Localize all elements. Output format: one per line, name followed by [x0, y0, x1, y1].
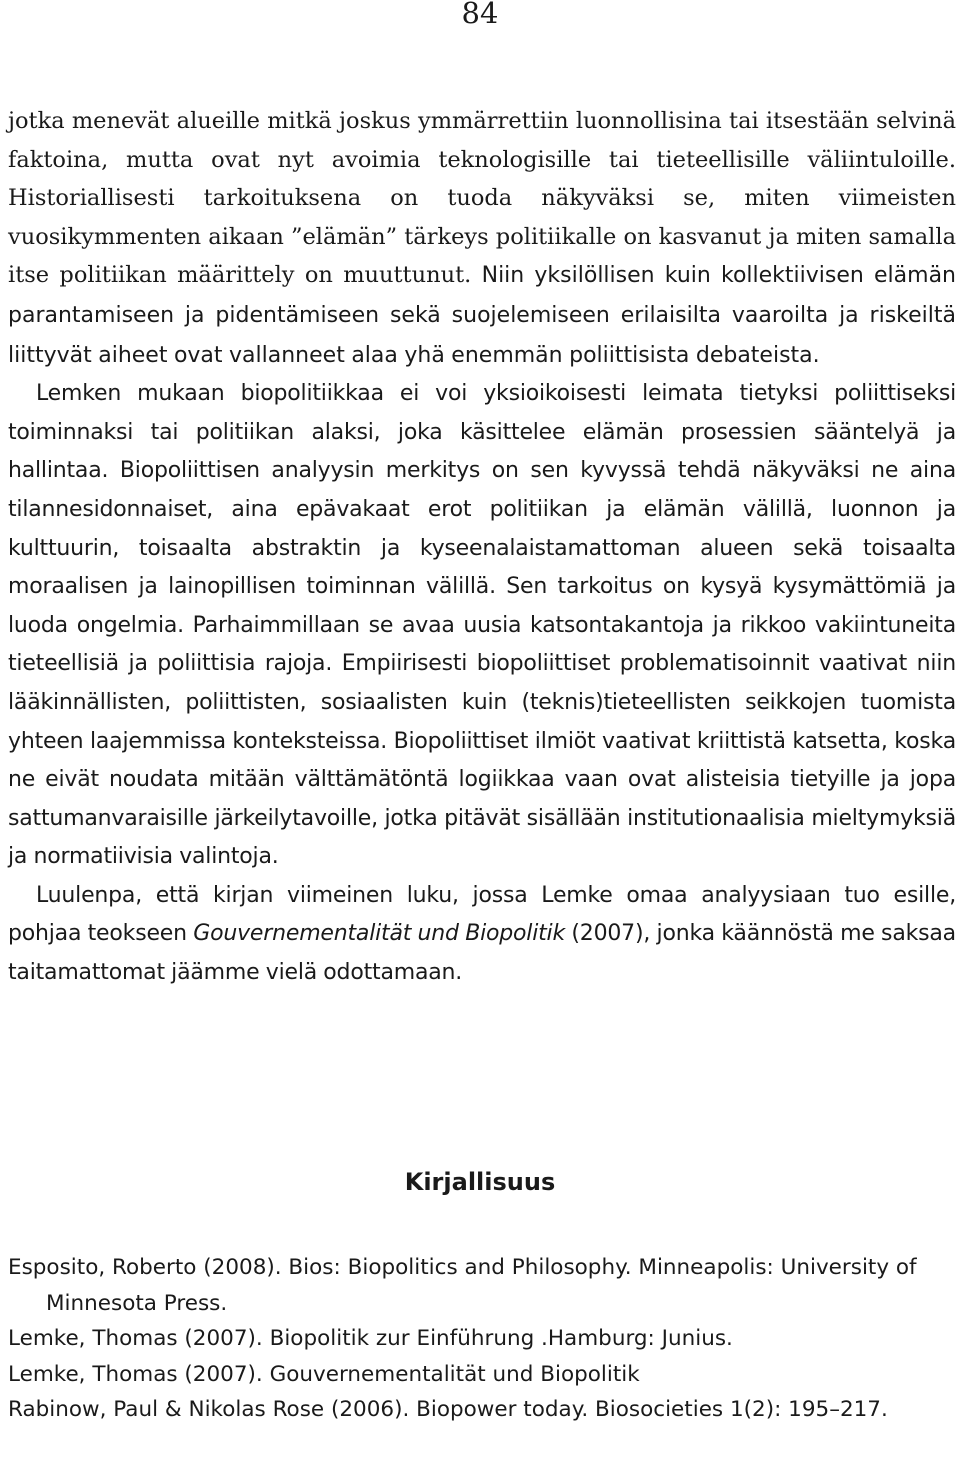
paragraph-1	[8, 102, 956, 375]
paragraph-3-text-before: Luulenpa, että kirjan viimeinen luku, jossa Lemke omaa analyysiaan tuo esille, pohjaa teokseen	[8, 882, 956, 947]
references-heading: Kirjallisuus	[404, 1168, 556, 1196]
reference-item: Rabinow, Paul & Nikolas Rose (2006). Biopower today. Biosocieties 1(2): 195–217.	[8, 1397, 888, 1422]
paragraph-1-text: jotka menevät alueille mitkä joskus ymmärrettiin luonnollisina tai itsestään selvinä faktoina, mutta ovat nyt avoimia teknologisille tai tieteellisille väliintuloille. Historiallisesti tarkoituksena on tuoda näkyväksi se, miten viimeisten vuosikymmenten aikaan ”elämän” tärkeys politiikalle on kasvanut ja miten samalla itse politiikan määrittely on muuttunut.	[8, 108, 956, 289]
book-title: Gouvernementalität und Biopolitik	[193, 921, 565, 947]
reference-list	[8, 1250, 956, 1428]
paragraph-2: Lemken mukaan biopolitiikkaa ei voi yksioikoisesti leimata tietyksi poliittiseksi toiminnaksi tai politiikan alaksi, joka käsittelee elämän prosessien sääntelyä ja hallintaa. Biopoliittisen analyysin merkitys on sen kyvyssä tehdä näkyväksi ne aina tilannesidonnaiset, aina epävakaat erot politiikan ja elämän välillä, luonnon ja kulttuurin, toisaalta abstraktin ja kyseenalaistamattoman alueen sekä toisaalta moraalisen ja lainopillisen toiminnan välillä. Sen tarkoitus on kysyä kysymättömiä ja luoda ongelmia. Parhaimmillaan se avaa uusia katsontakantoja ja rikkoo vakiintuneita tieteellisiä ja poliittisia rajoja. Empiirisesti biopoliittiset problematisoinnit vaativat niin lääkinnällisten, poliittisten, sosiaalisten kuin (teknis)tieteellisten seikkojen tuomista yhteen laajemmissa konteksteissa. Biopoliittiset ilmiöt vaativat kriittistä katsetta, koska ne eivät noudata mitään välttämätöntä logiikkaa vaan ovat alisteisia tietyille ja jopa sattumanvaraisille järkeilytavoille, jotka pitävät sisällään institutionaalisia mieltymyksiä ja normatiivisia valintoja.	[8, 381, 956, 870]
reference-item: Lemke, Thomas (2007). Gouvernementalität und Biopolitik	[8, 1361, 640, 1387]
paragraph-1-continuation: Niin yksilöllisen kuin kollektiivisen elämän parantamiseen ja pidentämiseen sekä suojelemiseen erilaisilta vaaroilta ja riskeiltä liittyvät aiheet ovat vallanneet alaa yhä enemmän poliittisista debateista.	[8, 263, 956, 368]
paragraph-3	[8, 877, 956, 993]
body-text	[8, 102, 956, 993]
reference-item: Esposito, Roberto (2008). Bios: Biopolitics and Philosophy. Minneapolis: University of Minnesota Press.	[8, 1255, 917, 1316]
reference-item: Lemke, Thomas (2007). Biopolitik zur Einführung .Hamburg: Junius.	[8, 1326, 733, 1351]
page-number: 84	[461, 0, 499, 30]
paragraph-3-text-after: (2007), jonka käännöstä me saksaa taitamattomat jäämme vielä odottamaan.	[8, 921, 956, 986]
